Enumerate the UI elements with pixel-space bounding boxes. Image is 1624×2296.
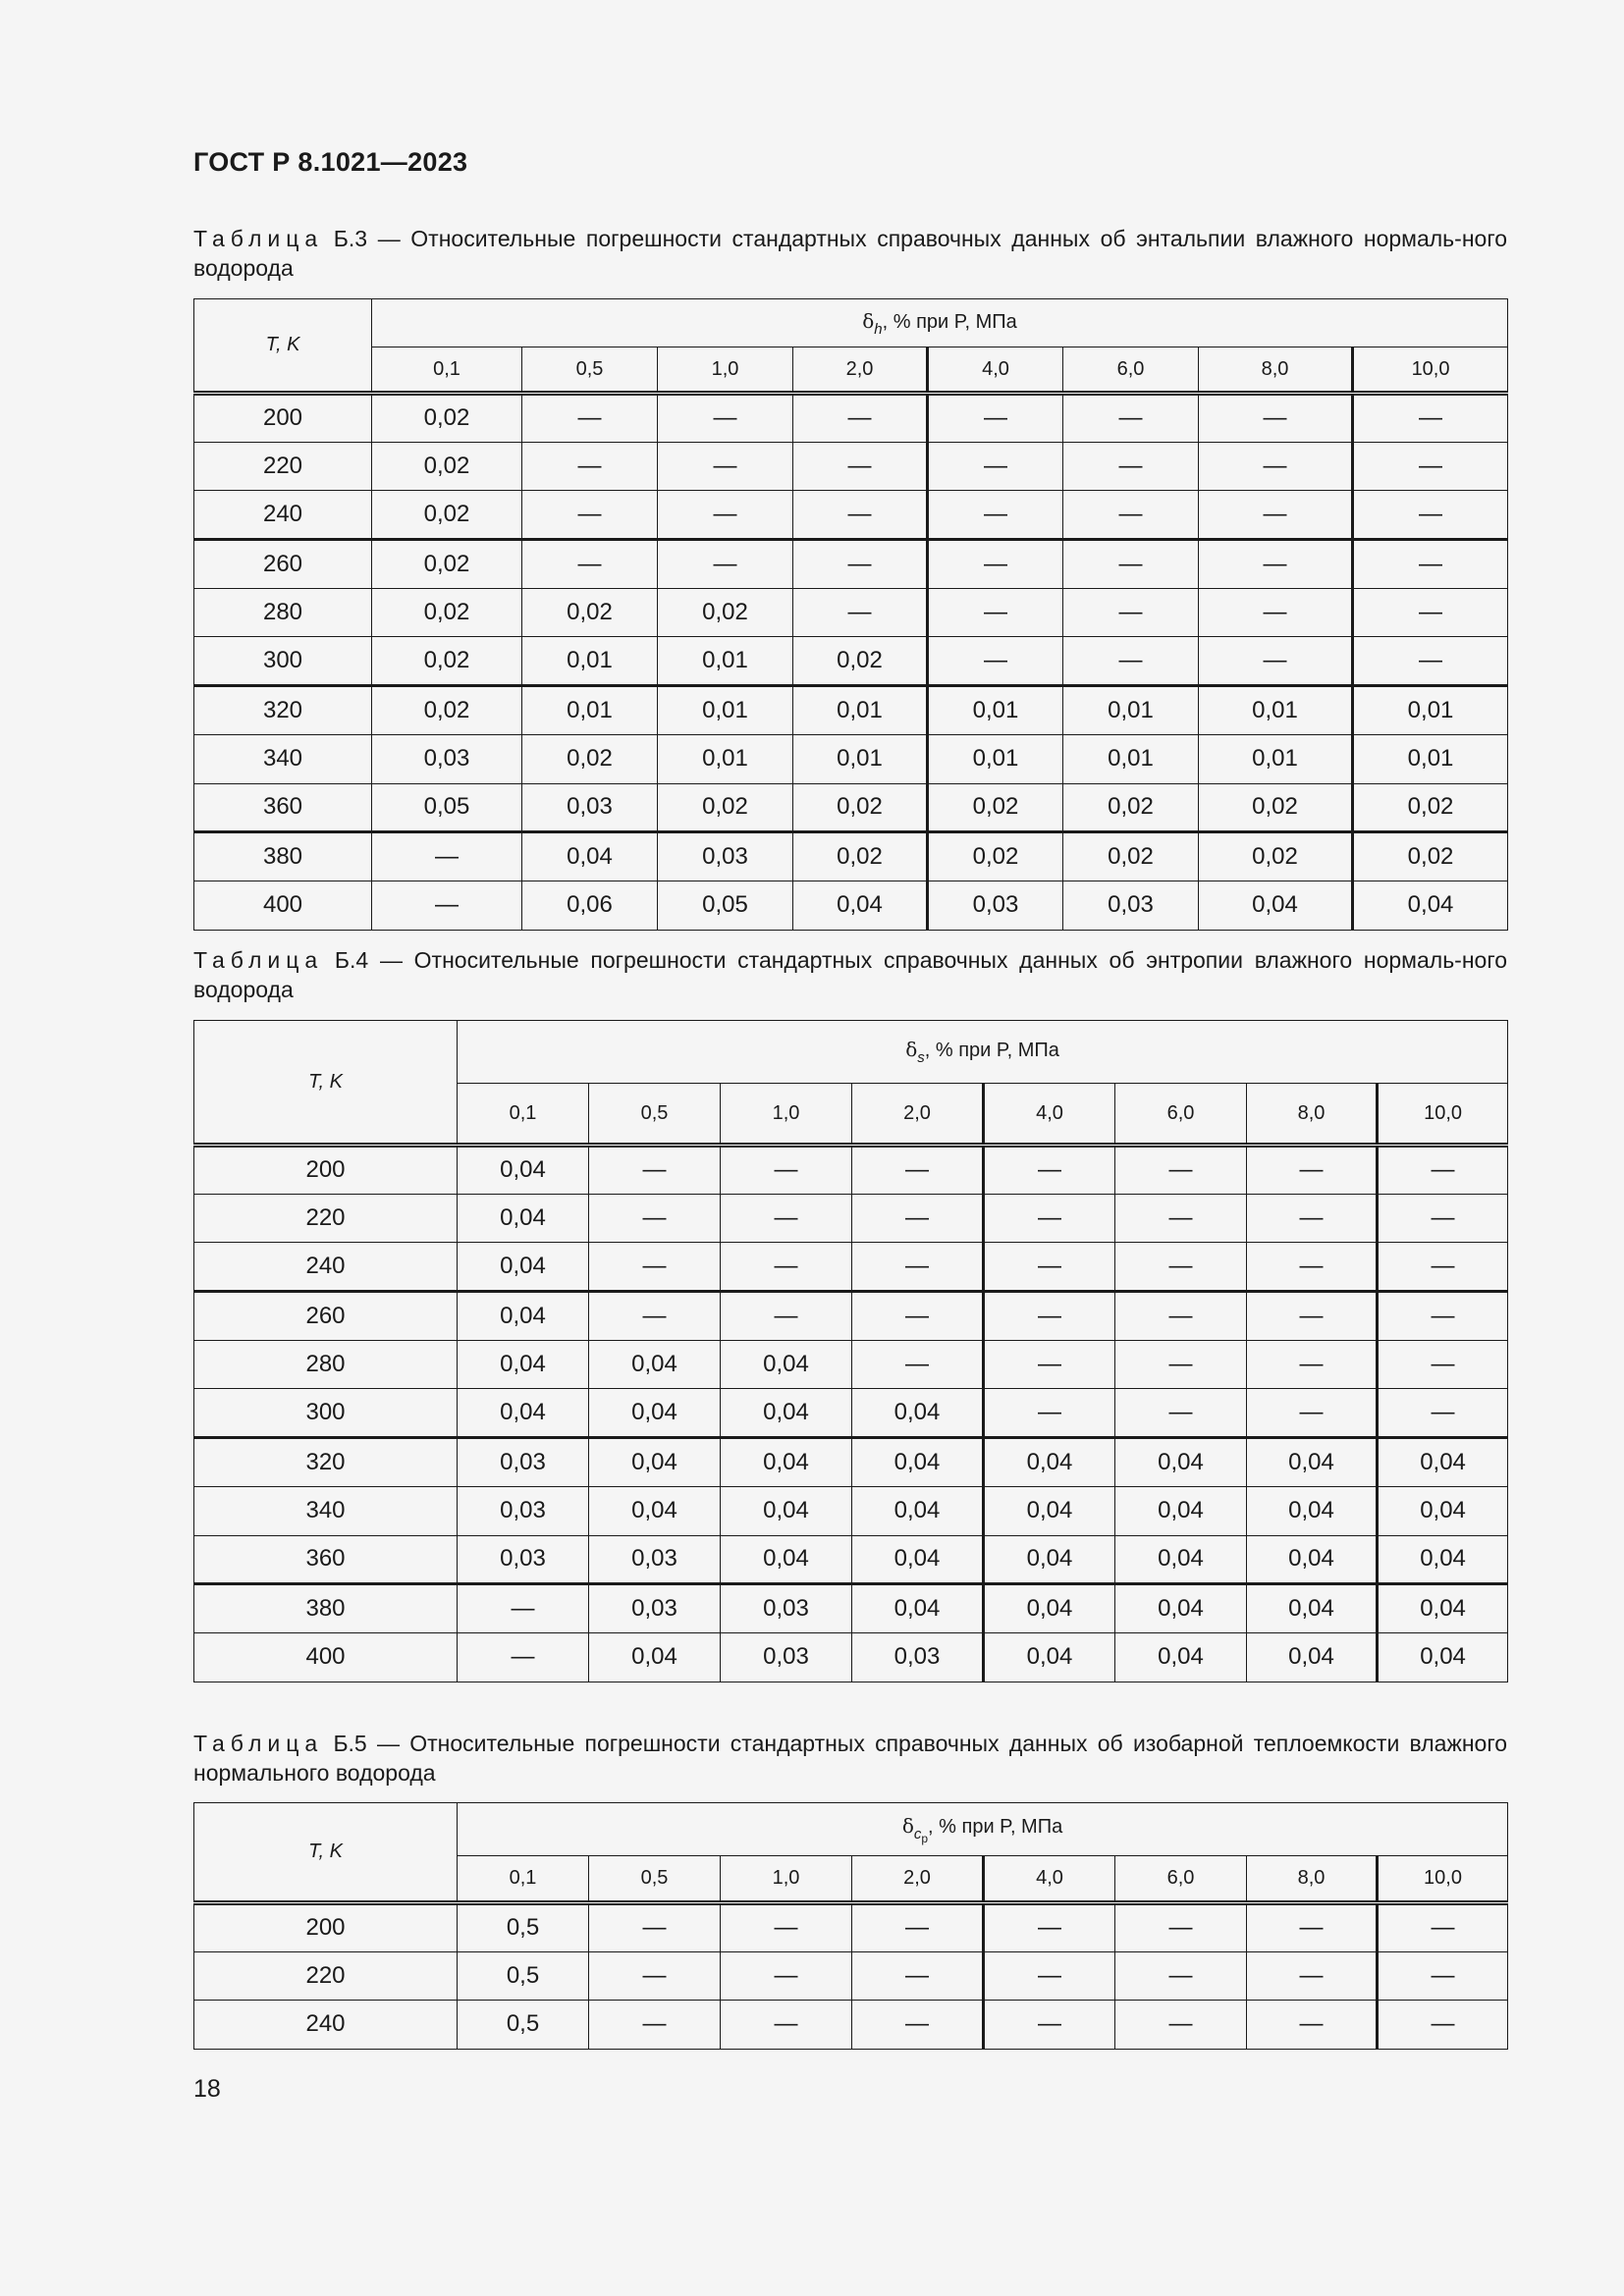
value-cell: — (1353, 491, 1508, 540)
document-header: ГОСТ Р 8.1021—2023 (193, 147, 468, 177)
value-cell: 0,01 (1199, 686, 1353, 735)
value-cell: — (1247, 1951, 1378, 2001)
temperature-cell: 240 (194, 2001, 458, 2050)
value-cell: — (1247, 1194, 1378, 1243)
value-cell: 0,04 (589, 1438, 721, 1487)
value-cell: — (793, 588, 928, 637)
value-cell: — (984, 1951, 1115, 2001)
value-cell: — (522, 442, 658, 491)
pressure-header: 0,5 (589, 1084, 721, 1146)
value-cell: 0,02 (372, 588, 522, 637)
value-cell: 0,02 (1353, 783, 1508, 832)
value-cell: 0,03 (1063, 881, 1199, 930)
value-cell: — (1199, 491, 1353, 540)
value-cell: 0,04 (589, 1389, 721, 1438)
table-row (194, 1243, 1508, 1292)
table-row (194, 1438, 1508, 1487)
temperature-cell: 360 (194, 783, 372, 832)
value-cell: 0,02 (1199, 832, 1353, 881)
value-cell: — (1378, 2001, 1508, 2050)
temperature-cell: 400 (194, 1632, 458, 1682)
value-cell: — (852, 1903, 984, 1952)
pressure-header: 0,1 (458, 1856, 589, 1903)
value-cell: 0,04 (1115, 1438, 1247, 1487)
value-cell: — (1353, 637, 1508, 686)
table-title: — Относительные погрешности стандартных справочных данных об изобарной теплоемкости влажного нормального водорода (193, 1731, 1508, 1786)
value-cell: — (1247, 1340, 1378, 1389)
value-cell: — (984, 1903, 1115, 1952)
temperature-cell: 220 (194, 1194, 458, 1243)
value-cell: 0,5 (458, 1951, 589, 2001)
value-cell: 0,01 (1353, 734, 1508, 783)
value-cell: 0,03 (589, 1535, 721, 1584)
value-cell: 0,02 (1353, 832, 1508, 881)
value-cell: 0,04 (1115, 1584, 1247, 1633)
value-cell: 0,04 (589, 1632, 721, 1682)
value-cell: 0,04 (458, 1292, 589, 1341)
value-cell: — (589, 1243, 721, 1292)
value-cell: 0,03 (458, 1438, 589, 1487)
value-cell: 0,04 (984, 1486, 1115, 1535)
value-cell: 0,04 (1247, 1438, 1378, 1487)
table-number: Б.4 (334, 947, 369, 973)
value-cell: 0,01 (658, 734, 793, 783)
value-cell: — (1378, 1340, 1508, 1389)
value-cell: 0,04 (1247, 1486, 1378, 1535)
value-cell: — (1378, 1292, 1508, 1341)
pressure-header: 4,0 (984, 1856, 1115, 1903)
table-row (194, 1389, 1508, 1438)
value-cell: 0,04 (522, 832, 658, 881)
value-cell: 0,04 (984, 1584, 1115, 1633)
temperature-cell: 360 (194, 1535, 458, 1584)
value-cell: 0,03 (589, 1584, 721, 1633)
table-b4 (193, 1020, 1508, 1682)
value-cell: 0,05 (658, 881, 793, 930)
value-cell: 0,03 (928, 881, 1063, 930)
pressure-header: 4,0 (984, 1084, 1115, 1146)
value-cell: 0,01 (1063, 686, 1199, 735)
table-row (194, 1146, 1508, 1195)
value-cell: — (1115, 1903, 1247, 1952)
value-cell: 0,04 (1115, 1486, 1247, 1535)
temperature-cell: 200 (194, 1903, 458, 1952)
value-cell: 0,01 (928, 734, 1063, 783)
value-cell: 0,04 (1378, 1584, 1508, 1633)
value-cell: — (793, 394, 928, 443)
temperature-cell: 240 (194, 491, 372, 540)
value-cell: — (1115, 1292, 1247, 1341)
value-cell: 0,03 (458, 1535, 589, 1584)
table-caption-b4 (193, 945, 1507, 1004)
value-cell: — (984, 2001, 1115, 2050)
pressure-header: 10,0 (1378, 1084, 1508, 1146)
value-cell: 0,02 (1199, 783, 1353, 832)
pressure-header: 8,0 (1247, 1856, 1378, 1903)
value-cell: 0,04 (984, 1632, 1115, 1682)
value-cell: 0,02 (372, 394, 522, 443)
value-cell: — (589, 2001, 721, 2050)
value-cell: — (984, 1292, 1115, 1341)
table-row (194, 881, 1508, 930)
value-cell: — (852, 1146, 984, 1195)
temperature-cell: 300 (194, 637, 372, 686)
value-cell: — (721, 2001, 852, 2050)
value-cell: 0,01 (522, 637, 658, 686)
value-cell: 0,02 (928, 832, 1063, 881)
value-cell: — (984, 1340, 1115, 1389)
table-title: — Относительные погрешности стандартных справочных данных об энтальпии влажного нормаль-ного водорода (193, 226, 1507, 281)
table-row (194, 588, 1508, 637)
value-cell: — (721, 1951, 852, 2001)
quantity-header: $\delta_s$, % при P, МПа (458, 1021, 1508, 1084)
value-cell: — (928, 491, 1063, 540)
value-cell: 0,04 (721, 1438, 852, 1487)
temperature-cell: 380 (194, 832, 372, 881)
value-cell: 0,04 (458, 1146, 589, 1195)
value-cell: — (522, 491, 658, 540)
value-cell: 0,04 (458, 1194, 589, 1243)
value-cell: 0,04 (1378, 1486, 1508, 1535)
value-cell: — (928, 588, 1063, 637)
value-cell: — (1063, 442, 1199, 491)
value-cell: — (1378, 1389, 1508, 1438)
value-cell: — (852, 1194, 984, 1243)
table-label: Таблица (193, 947, 324, 973)
value-cell: — (1353, 394, 1508, 443)
pressure-header: 1,0 (721, 1084, 852, 1146)
quantity-header: $\delta_h$, % при P, МПа (372, 299, 1508, 347)
value-cell: 0,02 (793, 637, 928, 686)
value-cell: 0,01 (793, 734, 928, 783)
value-cell: 0,02 (372, 491, 522, 540)
value-cell: — (852, 1292, 984, 1341)
pressure-header: 10,0 (1378, 1856, 1508, 1903)
table-row (194, 637, 1508, 686)
value-cell: — (1199, 442, 1353, 491)
value-cell: 0,04 (721, 1486, 852, 1535)
temperature-header: T, K (194, 299, 372, 394)
value-cell: — (984, 1389, 1115, 1438)
value-cell: — (1378, 1146, 1508, 1195)
value-cell: 0,02 (522, 734, 658, 783)
value-cell: 0,01 (793, 686, 928, 735)
value-cell: — (1063, 394, 1199, 443)
value-cell: — (458, 1584, 589, 1633)
value-cell: 0,04 (852, 1438, 984, 1487)
table-row (194, 1951, 1508, 2001)
table-caption-b5 (193, 1729, 1507, 1788)
value-cell: 0,02 (372, 637, 522, 686)
value-cell: — (1378, 1243, 1508, 1292)
temperature-cell: 380 (194, 1584, 458, 1633)
value-cell: 0,04 (984, 1535, 1115, 1584)
value-cell: 0,04 (1247, 1535, 1378, 1584)
table-row (194, 686, 1508, 735)
value-cell: — (658, 442, 793, 491)
table-row (194, 491, 1508, 540)
pressure-header: 0,1 (372, 347, 522, 394)
value-cell: 0,01 (928, 686, 1063, 735)
temperature-cell: 340 (194, 1486, 458, 1535)
temperature-cell: 200 (194, 1146, 458, 1195)
value-cell: 0,04 (852, 1486, 984, 1535)
value-cell: — (1247, 1292, 1378, 1341)
value-cell: — (928, 637, 1063, 686)
value-cell: 0,03 (372, 734, 522, 783)
value-cell: 0,5 (458, 1903, 589, 1952)
value-cell: 0,05 (372, 783, 522, 832)
value-cell: — (1063, 588, 1199, 637)
value-cell: — (852, 1951, 984, 2001)
value-cell: 0,04 (1353, 881, 1508, 930)
table-row (194, 1535, 1508, 1584)
value-cell: — (1115, 1340, 1247, 1389)
value-cell: — (372, 832, 522, 881)
value-cell: — (1115, 2001, 1247, 2050)
temperature-cell: 220 (194, 442, 372, 491)
value-cell: — (1199, 540, 1353, 589)
value-cell: 0,04 (1199, 881, 1353, 930)
pressure-header: 6,0 (1063, 347, 1199, 394)
value-cell: 0,04 (1378, 1535, 1508, 1584)
value-cell: 0,04 (984, 1438, 1115, 1487)
value-cell: — (1063, 491, 1199, 540)
value-cell: — (1247, 1903, 1378, 1952)
table-row (194, 1486, 1508, 1535)
value-cell: — (984, 1243, 1115, 1292)
value-cell: 0,04 (852, 1535, 984, 1584)
value-cell: 0,04 (589, 1486, 721, 1535)
table-row (194, 832, 1508, 881)
value-cell: 0,04 (721, 1389, 852, 1438)
temperature-cell: 300 (194, 1389, 458, 1438)
value-cell: 0,02 (372, 686, 522, 735)
value-cell: — (1115, 1951, 1247, 2001)
value-cell: 0,04 (589, 1340, 721, 1389)
table-label: Таблица (193, 226, 324, 251)
table-b5 (193, 1802, 1508, 2050)
table-row (194, 1584, 1508, 1633)
value-cell: — (1353, 540, 1508, 589)
pressure-header: 2,0 (793, 347, 928, 394)
value-cell: 0,04 (721, 1340, 852, 1389)
value-cell: 0,04 (458, 1389, 589, 1438)
pressure-header: 2,0 (852, 1084, 984, 1146)
value-cell: — (1199, 637, 1353, 686)
value-cell: 0,5 (458, 2001, 589, 2050)
value-cell: 0,03 (852, 1632, 984, 1682)
value-cell: — (721, 1243, 852, 1292)
value-cell: — (658, 540, 793, 589)
value-cell: 0,04 (1247, 1584, 1378, 1633)
value-cell: — (1353, 588, 1508, 637)
pressure-header: 1,0 (721, 1856, 852, 1903)
value-cell: — (1378, 1951, 1508, 2001)
value-cell: — (721, 1146, 852, 1195)
value-cell: — (1063, 637, 1199, 686)
value-cell: 0,04 (793, 881, 928, 930)
value-cell: 0,01 (522, 686, 658, 735)
pressure-header: 6,0 (1115, 1084, 1247, 1146)
value-cell: 0,02 (658, 588, 793, 637)
value-cell: — (852, 1243, 984, 1292)
pressure-header: 0,5 (589, 1856, 721, 1903)
pressure-header: 0,5 (522, 347, 658, 394)
value-cell: — (793, 491, 928, 540)
table-row (194, 540, 1508, 589)
table-number: Б.3 (333, 226, 368, 251)
value-cell: — (1199, 588, 1353, 637)
temperature-header: T, K (194, 1803, 458, 1903)
value-cell: — (1115, 1194, 1247, 1243)
value-cell: 0,02 (1063, 783, 1199, 832)
value-cell: 0,02 (522, 588, 658, 637)
value-cell: 0,03 (721, 1584, 852, 1633)
value-cell: — (721, 1194, 852, 1243)
value-cell: 0,02 (1063, 832, 1199, 881)
value-cell: — (793, 540, 928, 589)
temperature-cell: 320 (194, 686, 372, 735)
value-cell: 0,04 (1247, 1632, 1378, 1682)
table-row (194, 442, 1508, 491)
value-cell: 0,04 (1115, 1535, 1247, 1584)
temperature-cell: 320 (194, 1438, 458, 1487)
temperature-header: T, K (194, 1021, 458, 1146)
value-cell: — (658, 491, 793, 540)
value-cell: 0,02 (793, 783, 928, 832)
table-row (194, 1340, 1508, 1389)
temperature-cell: 280 (194, 1340, 458, 1389)
table-title: — Относительные погрешности стандартных справочных данных об энтропии влажного нормаль-ного водорода (193, 947, 1507, 1002)
value-cell: 0,04 (458, 1243, 589, 1292)
table-caption-b3 (193, 224, 1507, 283)
table-row (194, 734, 1508, 783)
value-cell: 0,03 (522, 783, 658, 832)
value-cell: — (522, 394, 658, 443)
value-cell: 0,01 (658, 637, 793, 686)
pressure-header: 2,0 (852, 1856, 984, 1903)
value-cell: — (852, 2001, 984, 2050)
value-cell: — (1247, 2001, 1378, 2050)
page-number: 18 (193, 2075, 221, 2103)
table-number: Б.5 (333, 1731, 367, 1756)
value-cell: — (1115, 1389, 1247, 1438)
value-cell: — (721, 1292, 852, 1341)
value-cell: 0,01 (1063, 734, 1199, 783)
pressure-header: 8,0 (1199, 347, 1353, 394)
pressure-header: 4,0 (928, 347, 1063, 394)
value-cell: 0,03 (658, 832, 793, 881)
value-cell: — (1247, 1389, 1378, 1438)
value-cell: — (852, 1340, 984, 1389)
table-row (194, 1632, 1508, 1682)
value-cell: — (1378, 1903, 1508, 1952)
value-cell: — (589, 1194, 721, 1243)
value-cell: 0,04 (1378, 1438, 1508, 1487)
table-b3 (193, 298, 1508, 931)
value-cell: 0,02 (928, 783, 1063, 832)
value-cell: — (658, 394, 793, 443)
pressure-header: 1,0 (658, 347, 793, 394)
value-cell: — (1115, 1146, 1247, 1195)
table-row (194, 1903, 1508, 1952)
value-cell: — (1199, 394, 1353, 443)
value-cell: — (589, 1903, 721, 1952)
value-cell: — (1063, 540, 1199, 589)
value-cell: 0,03 (458, 1486, 589, 1535)
temperature-cell: 260 (194, 540, 372, 589)
pressure-header: 8,0 (1247, 1084, 1378, 1146)
value-cell: 0,04 (721, 1535, 852, 1584)
value-cell: — (589, 1951, 721, 2001)
value-cell: — (589, 1146, 721, 1195)
value-cell: 0,04 (1378, 1632, 1508, 1682)
value-cell: — (928, 394, 1063, 443)
temperature-cell: 340 (194, 734, 372, 783)
value-cell: 0,04 (1115, 1632, 1247, 1682)
value-cell: — (928, 540, 1063, 589)
value-cell: — (1247, 1243, 1378, 1292)
value-cell: — (1378, 1194, 1508, 1243)
value-cell: — (984, 1146, 1115, 1195)
pressure-header: 10,0 (1353, 347, 1508, 394)
temperature-cell: 220 (194, 1951, 458, 2001)
value-cell: 0,02 (658, 783, 793, 832)
value-cell: 0,04 (458, 1340, 589, 1389)
value-cell: 0,01 (1199, 734, 1353, 783)
temperature-cell: 400 (194, 881, 372, 930)
value-cell: 0,04 (852, 1584, 984, 1633)
table-row (194, 394, 1508, 443)
value-cell: 0,01 (1353, 686, 1508, 735)
value-cell: 0,01 (658, 686, 793, 735)
table-label: Таблица (193, 1731, 324, 1756)
table-row (194, 1194, 1508, 1243)
table-row (194, 2001, 1508, 2050)
value-cell: 0,06 (522, 881, 658, 930)
pressure-header: 0,1 (458, 1084, 589, 1146)
value-cell: 0,02 (372, 442, 522, 491)
value-cell: — (984, 1194, 1115, 1243)
quantity-header: $\delta_{c_p}$, % при P, МПа (458, 1803, 1508, 1856)
temperature-cell: 280 (194, 588, 372, 637)
value-cell: 0,02 (372, 540, 522, 589)
temperature-cell: 200 (194, 394, 372, 443)
table-row (194, 783, 1508, 832)
value-cell: — (1115, 1243, 1247, 1292)
temperature-cell: 240 (194, 1243, 458, 1292)
value-cell: — (589, 1292, 721, 1341)
value-cell: — (1353, 442, 1508, 491)
value-cell: — (372, 881, 522, 930)
value-cell: 0,03 (721, 1632, 852, 1682)
pressure-header: 6,0 (1115, 1856, 1247, 1903)
value-cell: 0,02 (793, 832, 928, 881)
value-cell: — (1247, 1146, 1378, 1195)
temperature-cell: 260 (194, 1292, 458, 1341)
value-cell: — (928, 442, 1063, 491)
value-cell: — (458, 1632, 589, 1682)
value-cell: — (522, 540, 658, 589)
value-cell: — (721, 1903, 852, 1952)
value-cell: 0,04 (852, 1389, 984, 1438)
table-row (194, 1292, 1508, 1341)
value-cell: — (793, 442, 928, 491)
